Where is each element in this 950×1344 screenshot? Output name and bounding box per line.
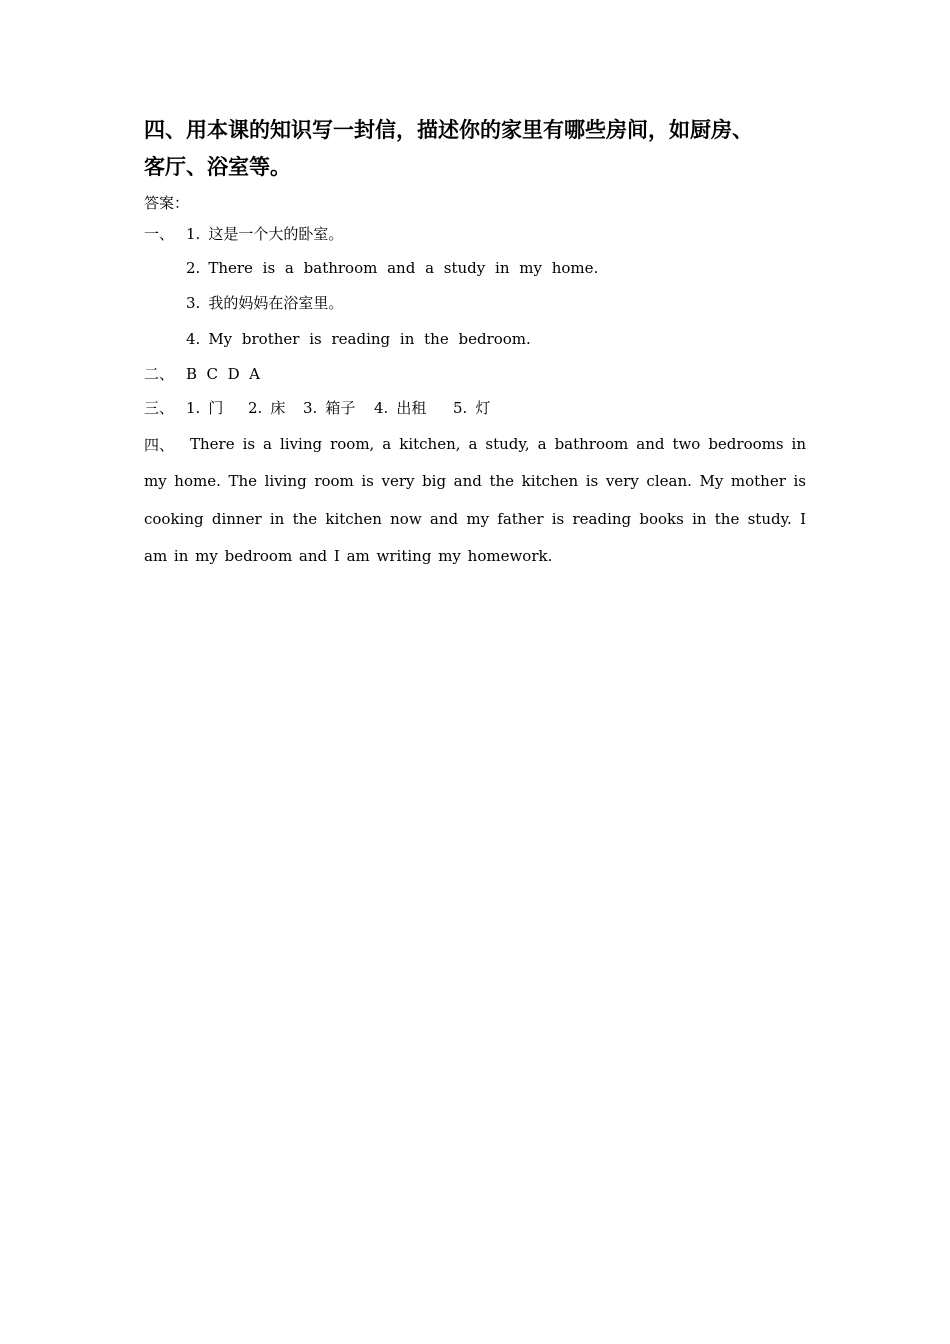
item-number: 2.: [186, 259, 201, 277]
section-1-item-3: [186, 293, 343, 313]
item-number: 3.: [303, 399, 318, 417]
item-number: 4.: [186, 330, 201, 348]
item-number: 1.: [186, 225, 201, 243]
section-3-item-5: [453, 398, 490, 418]
item-text: 灯: [475, 399, 491, 417]
item-text: 我的妈妈在浴室里。: [208, 294, 344, 312]
section-1-item-1: [186, 224, 343, 244]
section-3-item-1: [186, 398, 223, 418]
question-heading-line-2: 客厅、浴室等。: [144, 155, 291, 179]
question-heading-line-1: 四、用本课的知识写一封信，描述你的家里有哪些房间，如厨房、: [144, 118, 753, 142]
section-1-item-2: [186, 258, 598, 278]
item-number: 1.: [186, 399, 201, 417]
section-1-marker: 一、: [144, 225, 175, 243]
section-1-item-4: [186, 329, 531, 349]
section-4-marker: 四、: [144, 436, 175, 454]
item-text: 这是一个大的卧室。: [208, 225, 344, 243]
item-text: 床: [270, 399, 286, 417]
item-text: There is a bathroom and a study in my home.: [208, 259, 599, 277]
item-text: My brother is reading in the bedroom.: [208, 330, 531, 348]
item-text: 出租: [396, 399, 427, 417]
item-number: 5.: [453, 399, 468, 417]
section-2-marker: 二、: [144, 365, 175, 383]
item-number: 2.: [248, 399, 263, 417]
item-number: 4.: [374, 399, 389, 417]
item-text: 门: [208, 399, 224, 417]
section-4-paragraph: There is a living room, a kitchen, a study, a bathroom and two bedrooms in my home. The living room is very big and the kitchen is very clean. My mother is cooking dinner in the kitchen now and my father is reading books in the study. I am in my bedroom and I am writing my homework.: [144, 435, 806, 565]
item-number: 3.: [186, 294, 201, 312]
item-text: 箱子: [325, 399, 356, 417]
section-3-item-4: [374, 398, 426, 418]
section-2-answers: B C D A: [186, 365, 260, 383]
section-3-marker: 三、: [144, 399, 175, 417]
section-3-item-2: [248, 398, 285, 418]
answers-label: 答案：: [144, 194, 190, 212]
section-3-item-3: [303, 398, 355, 418]
